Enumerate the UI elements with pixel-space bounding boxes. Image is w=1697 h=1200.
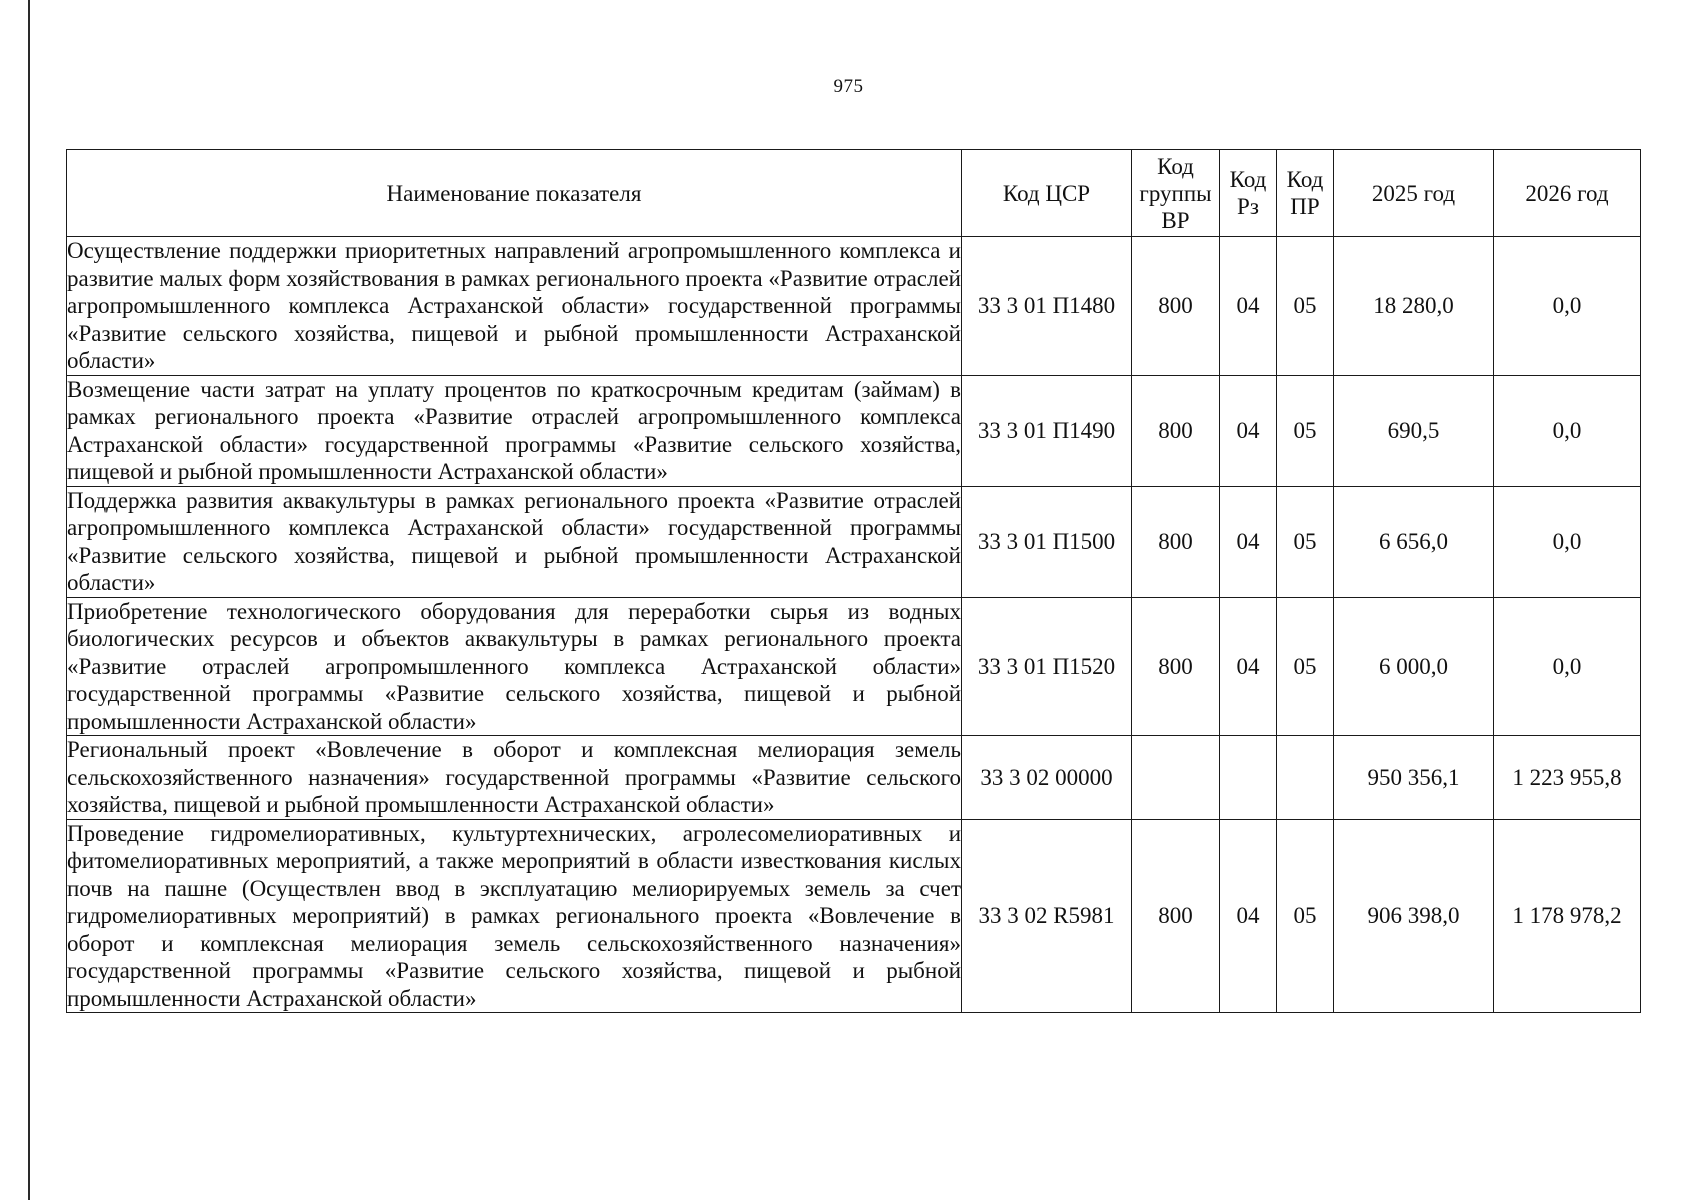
table-row [67, 486, 1641, 597]
row-name: Осуществление поддержки приоритетных направлений агропромышленного комплекса и развитие малых форм хозяйствования в рамках регионального проекта «Развитие отраслей агропромышленного комплекса Астраханской области» государственной программы «Развитие сельского хозяйства, пищевой и рыбной промышленности Астраханской области» [67, 238, 961, 373]
row-amount-2026: 0,0 [1494, 486, 1641, 597]
row-vr-code: 800 [1132, 237, 1220, 376]
header-year-2025: 2025 год [1334, 150, 1494, 237]
row-amount-2025: 950 356,1 [1334, 736, 1494, 820]
header-pr-line-2: ПР [1290, 194, 1320, 219]
header-rz-line-2: Рз [1237, 194, 1259, 219]
row-rz-code: 04 [1220, 597, 1277, 736]
header-pr [1277, 150, 1334, 237]
header-rz-line-1: Код [1229, 167, 1267, 192]
header-vr-line-3: ВР [1161, 207, 1190, 233]
row-amount-2026: 0,0 [1494, 375, 1641, 486]
header-name: Наименование показателя [67, 150, 962, 237]
row-pr-code [1277, 736, 1334, 820]
row-csr-code: 33 3 02 R5981 [962, 819, 1132, 1013]
row-amount-2026: 0,0 [1494, 237, 1641, 376]
row-name: Проведение гидромелиоративных, культуртехнических, агролесомелиоративных и фитомелиоративных мероприятий, а также мероприятий в области известкования кислых почв на пашне (Осуществлен ввод в эксплуатацию мелиорируемых земель за счет гидромелиоративных мероприятий) в рамках регионального проекта «Вовлечение в оборот и комплексная мелиорация земель сельскохозяйственного назначения» государственной программы «Развитие сельского хозяйства, пищевой и рыбной промышленности Астраханской области» [67, 820, 961, 1011]
row-amount-2026: 1 178 978,2 [1494, 819, 1641, 1013]
page-number: 975 [833, 76, 864, 97]
row-name: Региональный проект «Вовлечение в оборот и комплексная мелиорация земель сельскохозяйственного назначения» государственной программы «Развитие сельского хозяйства, пищевой и рыбной промышленности Астраханской области» [67, 737, 961, 817]
row-amount-2025: 6 656,0 [1334, 486, 1494, 597]
row-pr-code: 05 [1277, 237, 1334, 376]
header-vr [1132, 150, 1220, 237]
row-csr-code: 33 3 01 П1520 [962, 597, 1132, 736]
header-year-2026: 2026 год [1494, 150, 1641, 237]
row-csr-code: 33 3 01 П1500 [962, 486, 1132, 597]
row-csr-code: 33 3 01 П1480 [962, 237, 1132, 376]
table-row [67, 375, 1641, 486]
row-vr-code [1132, 736, 1220, 820]
row-amount-2026: 0,0 [1494, 597, 1641, 736]
page-margin-rule [28, 0, 30, 1200]
header-pr-line-1: Код [1286, 167, 1324, 192]
row-name: Приобретение технологического оборудования для переработки сырья из водных биологических ресурсов и объектов аквакультуры в рамках регионального проекта «Развитие отраслей агропромышленного комплекса Астраханской области» государственной программы «Развитие сельского хозяйства, пищевой и рыбной промышленности Астраханской области» [67, 598, 961, 734]
row-rz-code: 04 [1220, 486, 1277, 597]
budget-table [66, 149, 1641, 1013]
table-row [67, 237, 1641, 376]
row-rz-code [1220, 736, 1277, 820]
row-name: Возмещение части затрат на уплату процентов по краткосрочным кредитам (займам) в рамках регионального проекта «Развитие отраслей агропромышленного комплекса Астраханской области» государственной программы «Развитие сельского хозяйства, пищевой и рыбной промышленности Астраханской области» [67, 376, 961, 484]
row-pr-code: 05 [1277, 375, 1334, 486]
table-row [67, 819, 1641, 1013]
table-row [67, 736, 1641, 820]
row-vr-code: 800 [1132, 375, 1220, 486]
row-rz-code: 04 [1220, 237, 1277, 376]
row-csr-code: 33 3 01 П1490 [962, 375, 1132, 486]
row-csr-code: 33 3 02 00000 [962, 736, 1132, 820]
row-pr-code: 05 [1277, 819, 1334, 1013]
table-row [67, 597, 1641, 736]
table-header-row [67, 150, 1641, 237]
row-rz-code: 04 [1220, 375, 1277, 486]
row-vr-code: 800 [1132, 819, 1220, 1013]
row-rz-code: 04 [1220, 819, 1277, 1013]
row-amount-2025: 6 000,0 [1334, 597, 1494, 736]
row-pr-code: 05 [1277, 486, 1334, 597]
header-csr: Код ЦСР [962, 150, 1132, 237]
row-vr-code: 800 [1132, 597, 1220, 736]
header-vr-line-1: Код [1157, 153, 1194, 179]
header-rz [1220, 150, 1277, 237]
header-vr-line-2: группы [1139, 180, 1212, 206]
row-amount-2025: 690,5 [1334, 375, 1494, 486]
row-vr-code: 800 [1132, 486, 1220, 597]
row-amount-2025: 906 398,0 [1334, 819, 1494, 1013]
row-pr-code: 05 [1277, 597, 1334, 736]
row-amount-2026: 1 223 955,8 [1494, 736, 1641, 820]
row-amount-2025: 18 280,0 [1334, 237, 1494, 376]
row-name: Поддержка развития аквакультуры в рамках регионального проекта «Развитие отраслей агропромышленного комплекса Астраханской области» государственной программы «Развитие сельского хозяйства, пищевой и рыбной промышленности Астраханской области» [67, 487, 961, 595]
